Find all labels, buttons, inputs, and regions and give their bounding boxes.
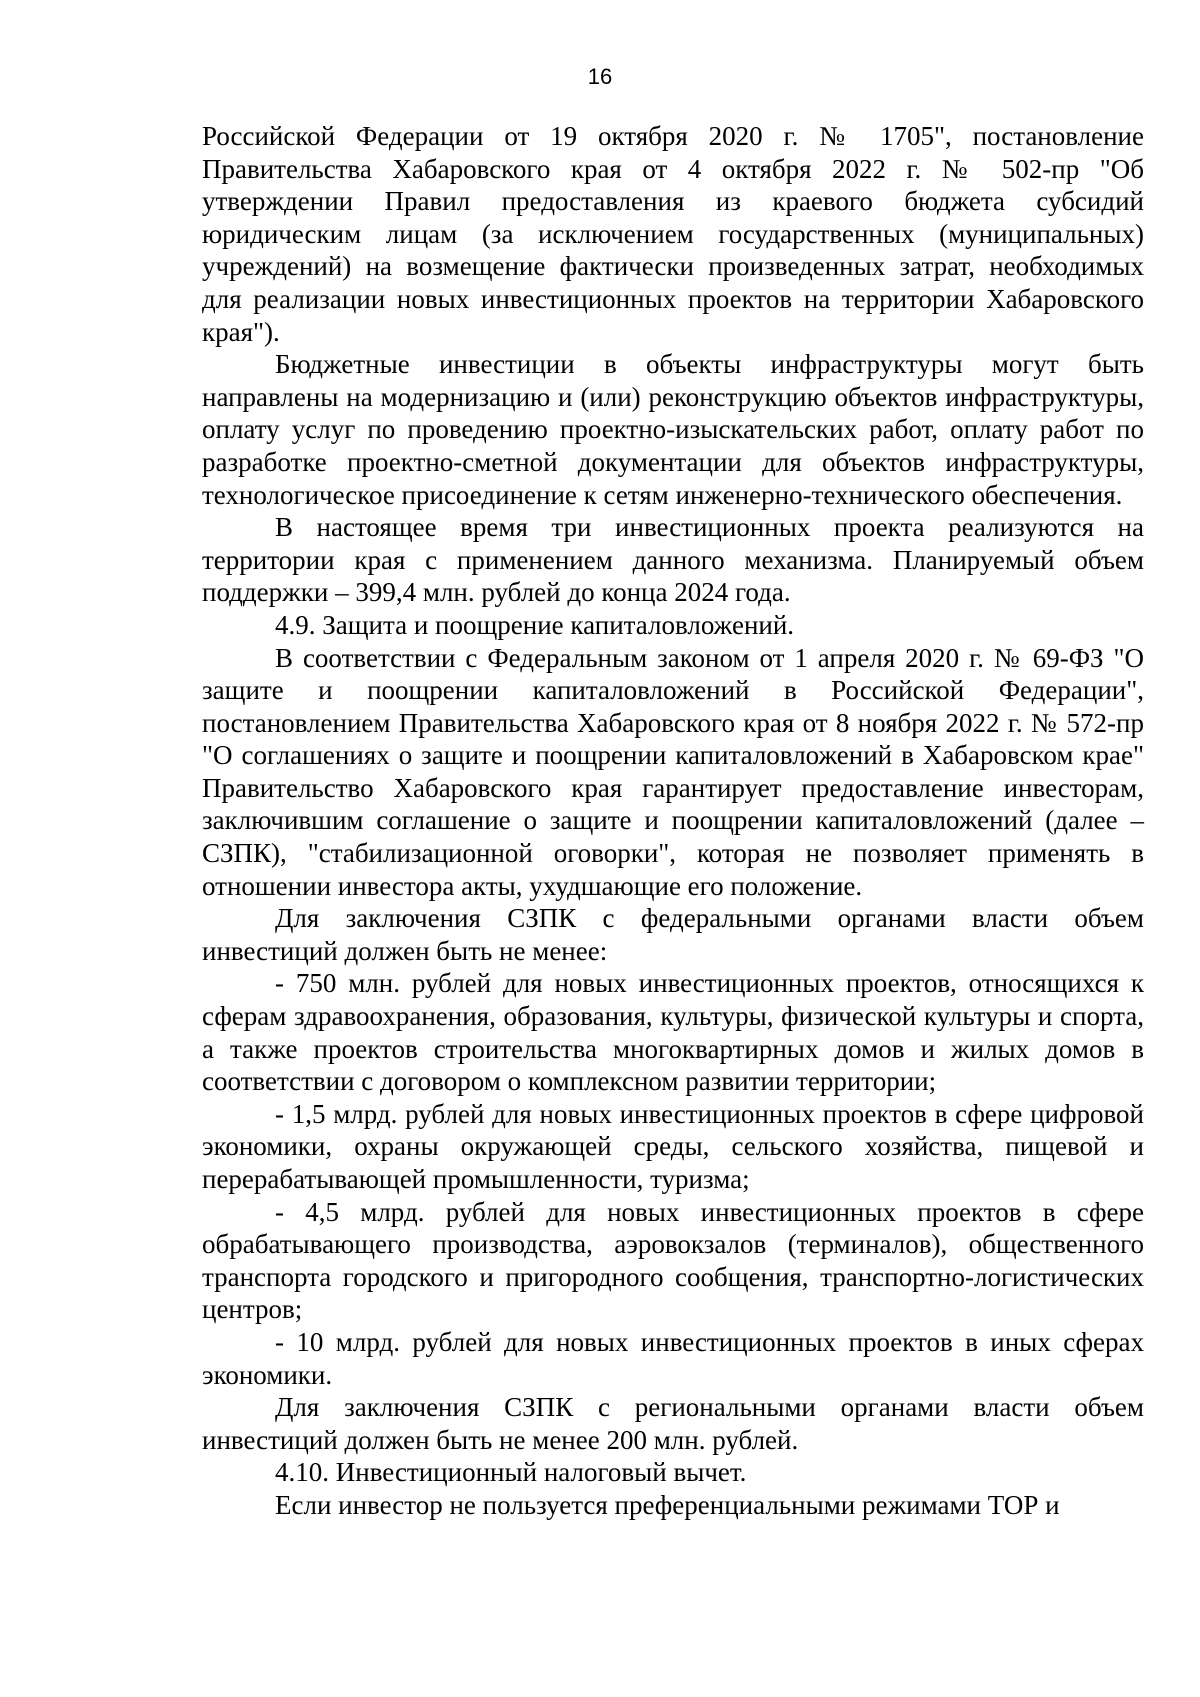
list-item-4-5: - 4,5 млрд. рублей для новых инвестиционных проектов в сфере обрабатывающего производства, аэровокзалов (терминалов), общественного транспорта городского и пригородного сообщения, транспортно-логистических центров; (202, 1196, 1144, 1325)
page-number: 16 (587, 64, 613, 89)
paragraph-federal-threshold: Для заключения СЗПК с федеральными органами власти объем инвестиций должен быть не менее: (202, 903, 1144, 966)
paragraph-regional-threshold: Для заключения СЗПК с региональными органами власти объем инвестиций должен быть не менее 200 млн. рублей. (202, 1392, 1144, 1455)
list-item-750: - 750 млн. рублей для новых инвестиционных проектов, относящихся к сферам здравоохранения, образования, культуры, физической культуры и спорта, а также проектов строительства многоквартирных домов и жилых домов в соответствии с договором о комплексном развитии территории; (202, 968, 1144, 1097)
paragraph-tax-deduction: Если инвестор не пользуется преференциальными режимами ТОР и (275, 1489, 1060, 1520)
paragraph-continuation: Российской Федерации от 19 октября 2020 г. № 1705", постановление Правительства Хабаровского края от 4 октября 2022 г. № 502-пр "Об утверждении Правил предоставления из краевого бюджета субсидий юридическим лицам (за исключением государственных (муниципальных) учреждений) на возмещение фактически произведенных затрат, необходимых для реализации новых инвестиционных проектов на территории Хабаровского края"). (202, 121, 1144, 347)
document-body (202, 120, 1144, 1522)
list-item-1-5: - 1,5 млрд. рублей для новых инвестиционных проектов в сфере цифровой экономики, охраны окружающей среды, сельского хозяйства, пищевой и перерабатывающей промышленности, туризма; (202, 1098, 1144, 1194)
section-heading-4-9: 4.9. Защита и поощрение капиталовложений. (275, 609, 795, 640)
list-item-10: - 10 млрд. рублей для новых инвестиционных проектов в иных сферах экономики. (202, 1326, 1144, 1390)
paragraph-budget-investments: Бюджетные инвестиции в объекты инфраструктуры могут быть направлены на модернизацию и (или) реконструкцию объектов инфраструктуры, оплату услуг по проведению проектно-изыскательских работ, оплату работ по разработке проектно-сметной документации для объектов инфраструктуры, технологическое присоединение к сетям инженерно-технического обеспечения. (202, 349, 1144, 510)
section-heading-4-10: 4.10. Инвестиционный налоговый вычет. (275, 1457, 747, 1488)
paragraph-federal-law: В соответствии с Федеральным законом от 1 апреля 2020 г. № 69-ФЗ "О защите и поощрении капиталовложений в Российской Федерации", постановлением Правительства Хабаровского края от 8 ноября 2022 г. № 572-пр "О соглашениях о защите и поощрении капиталовложений в Хабаровском крае" Правительство Хабаровского края гарантирует предоставление инвесторам, заключившим соглашение о защите и поощрении капиталовложений (далее – СЗПК), "стабилизационной оговорки", которая не позволяет применять в отношении инвестора акты, ухудшающие его положение. (202, 642, 1144, 901)
paragraph-current-projects: В настоящее время три инвестиционных проекта реализуются на территории края с применением данного механизма. Планируемый объем поддержки – 399,4 млн. рублей до конца 2024 года. (202, 512, 1144, 608)
